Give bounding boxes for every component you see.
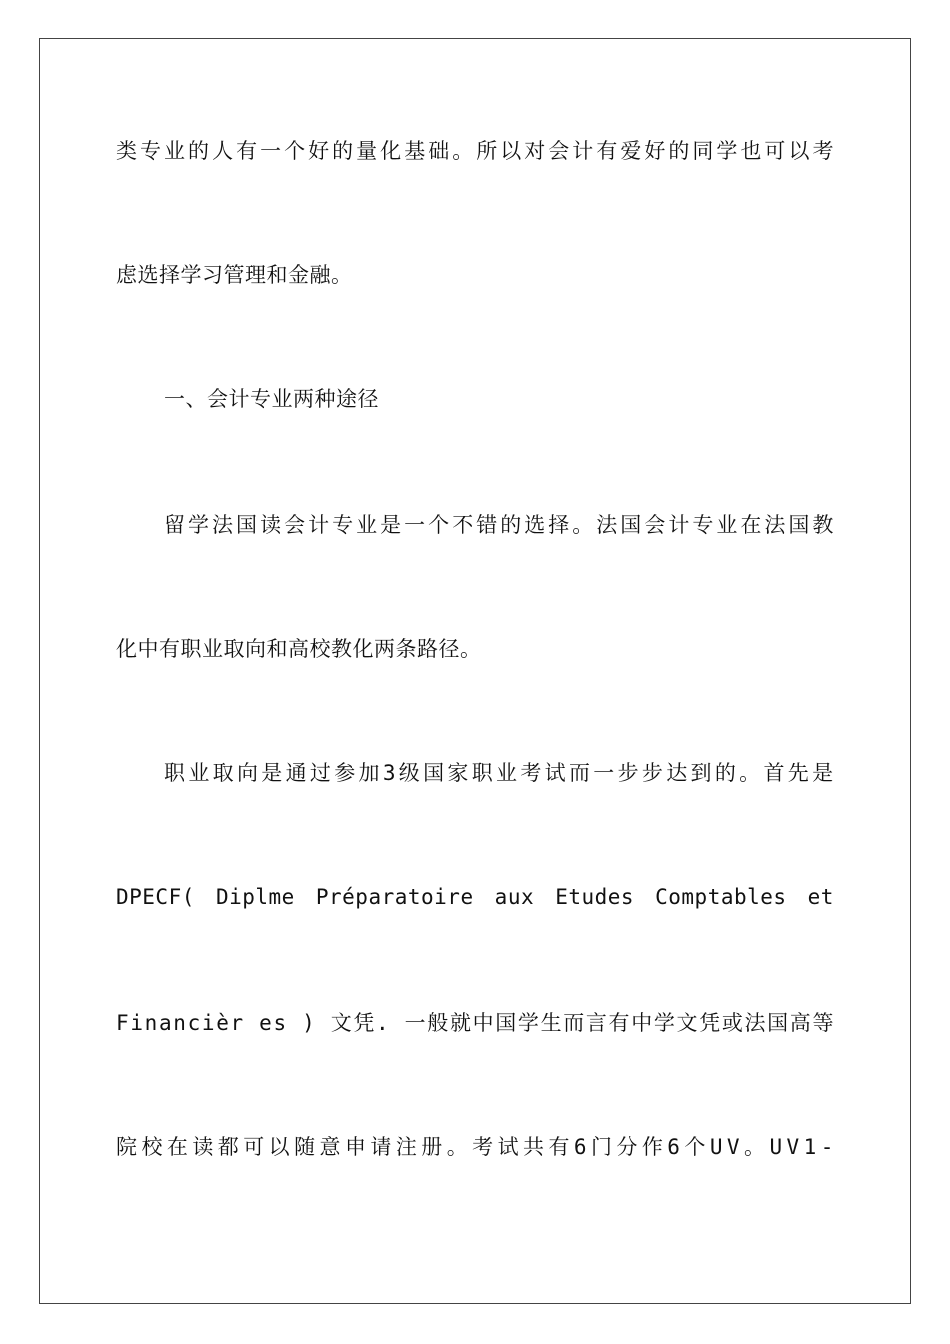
paragraph-line-5: 职 业 取 向 是 通 过 参 加 3 级 国 家 职 业 考 试 而 一 步 步 达 到 的 。 首 先 是: [164, 761, 834, 785]
section-heading: 一、会计专业两种途径: [164, 387, 379, 411]
dpecf-word: Comptables: [655, 885, 787, 909]
dpecf-word: aux: [494, 885, 535, 909]
paragraph-line-6: F i n a n c i è r e s ) 文 凭 . 一 般 就 中 国 学 生 而 言 有 中 学 文 凭 或 法 国 高 等: [116, 1011, 834, 1035]
paragraph-line-3: 留 学 法 国 读 会 计 专 业 是 一 个 不 错 的 选 择 。 法 国 会 计 专 业 在 法 国 教: [164, 513, 834, 537]
paragraph-line-1: 类 专 业 的 人 有 一 个 好 的 量 化 基 础 。 所 以 对 会 计 有 爱 好 的 同 学 也 可 以 考: [116, 139, 834, 163]
paragraph-line-4: 化中有职业取向和高校教化两条路径。: [116, 637, 482, 661]
dpecf-word: Diplme: [215, 885, 295, 909]
dpecf-word: DPECF(: [116, 885, 195, 909]
paragraph-line-7: 院 校 在 读 都 可 以 随 意 申 请 注 册 。 考 试 共 有 6 门 分 作 6 个 U V 。 U V 1 -: [116, 1135, 834, 1159]
paragraph-line-dpecf: [116, 882, 834, 912]
dpecf-word: Préparatoire: [315, 885, 474, 909]
dpecf-word: et: [807, 885, 834, 909]
paragraph-line-2: 虑选择学习管理和金融。: [116, 263, 353, 287]
page-border: [39, 38, 911, 1304]
dpecf-word: Etudes: [555, 885, 635, 909]
